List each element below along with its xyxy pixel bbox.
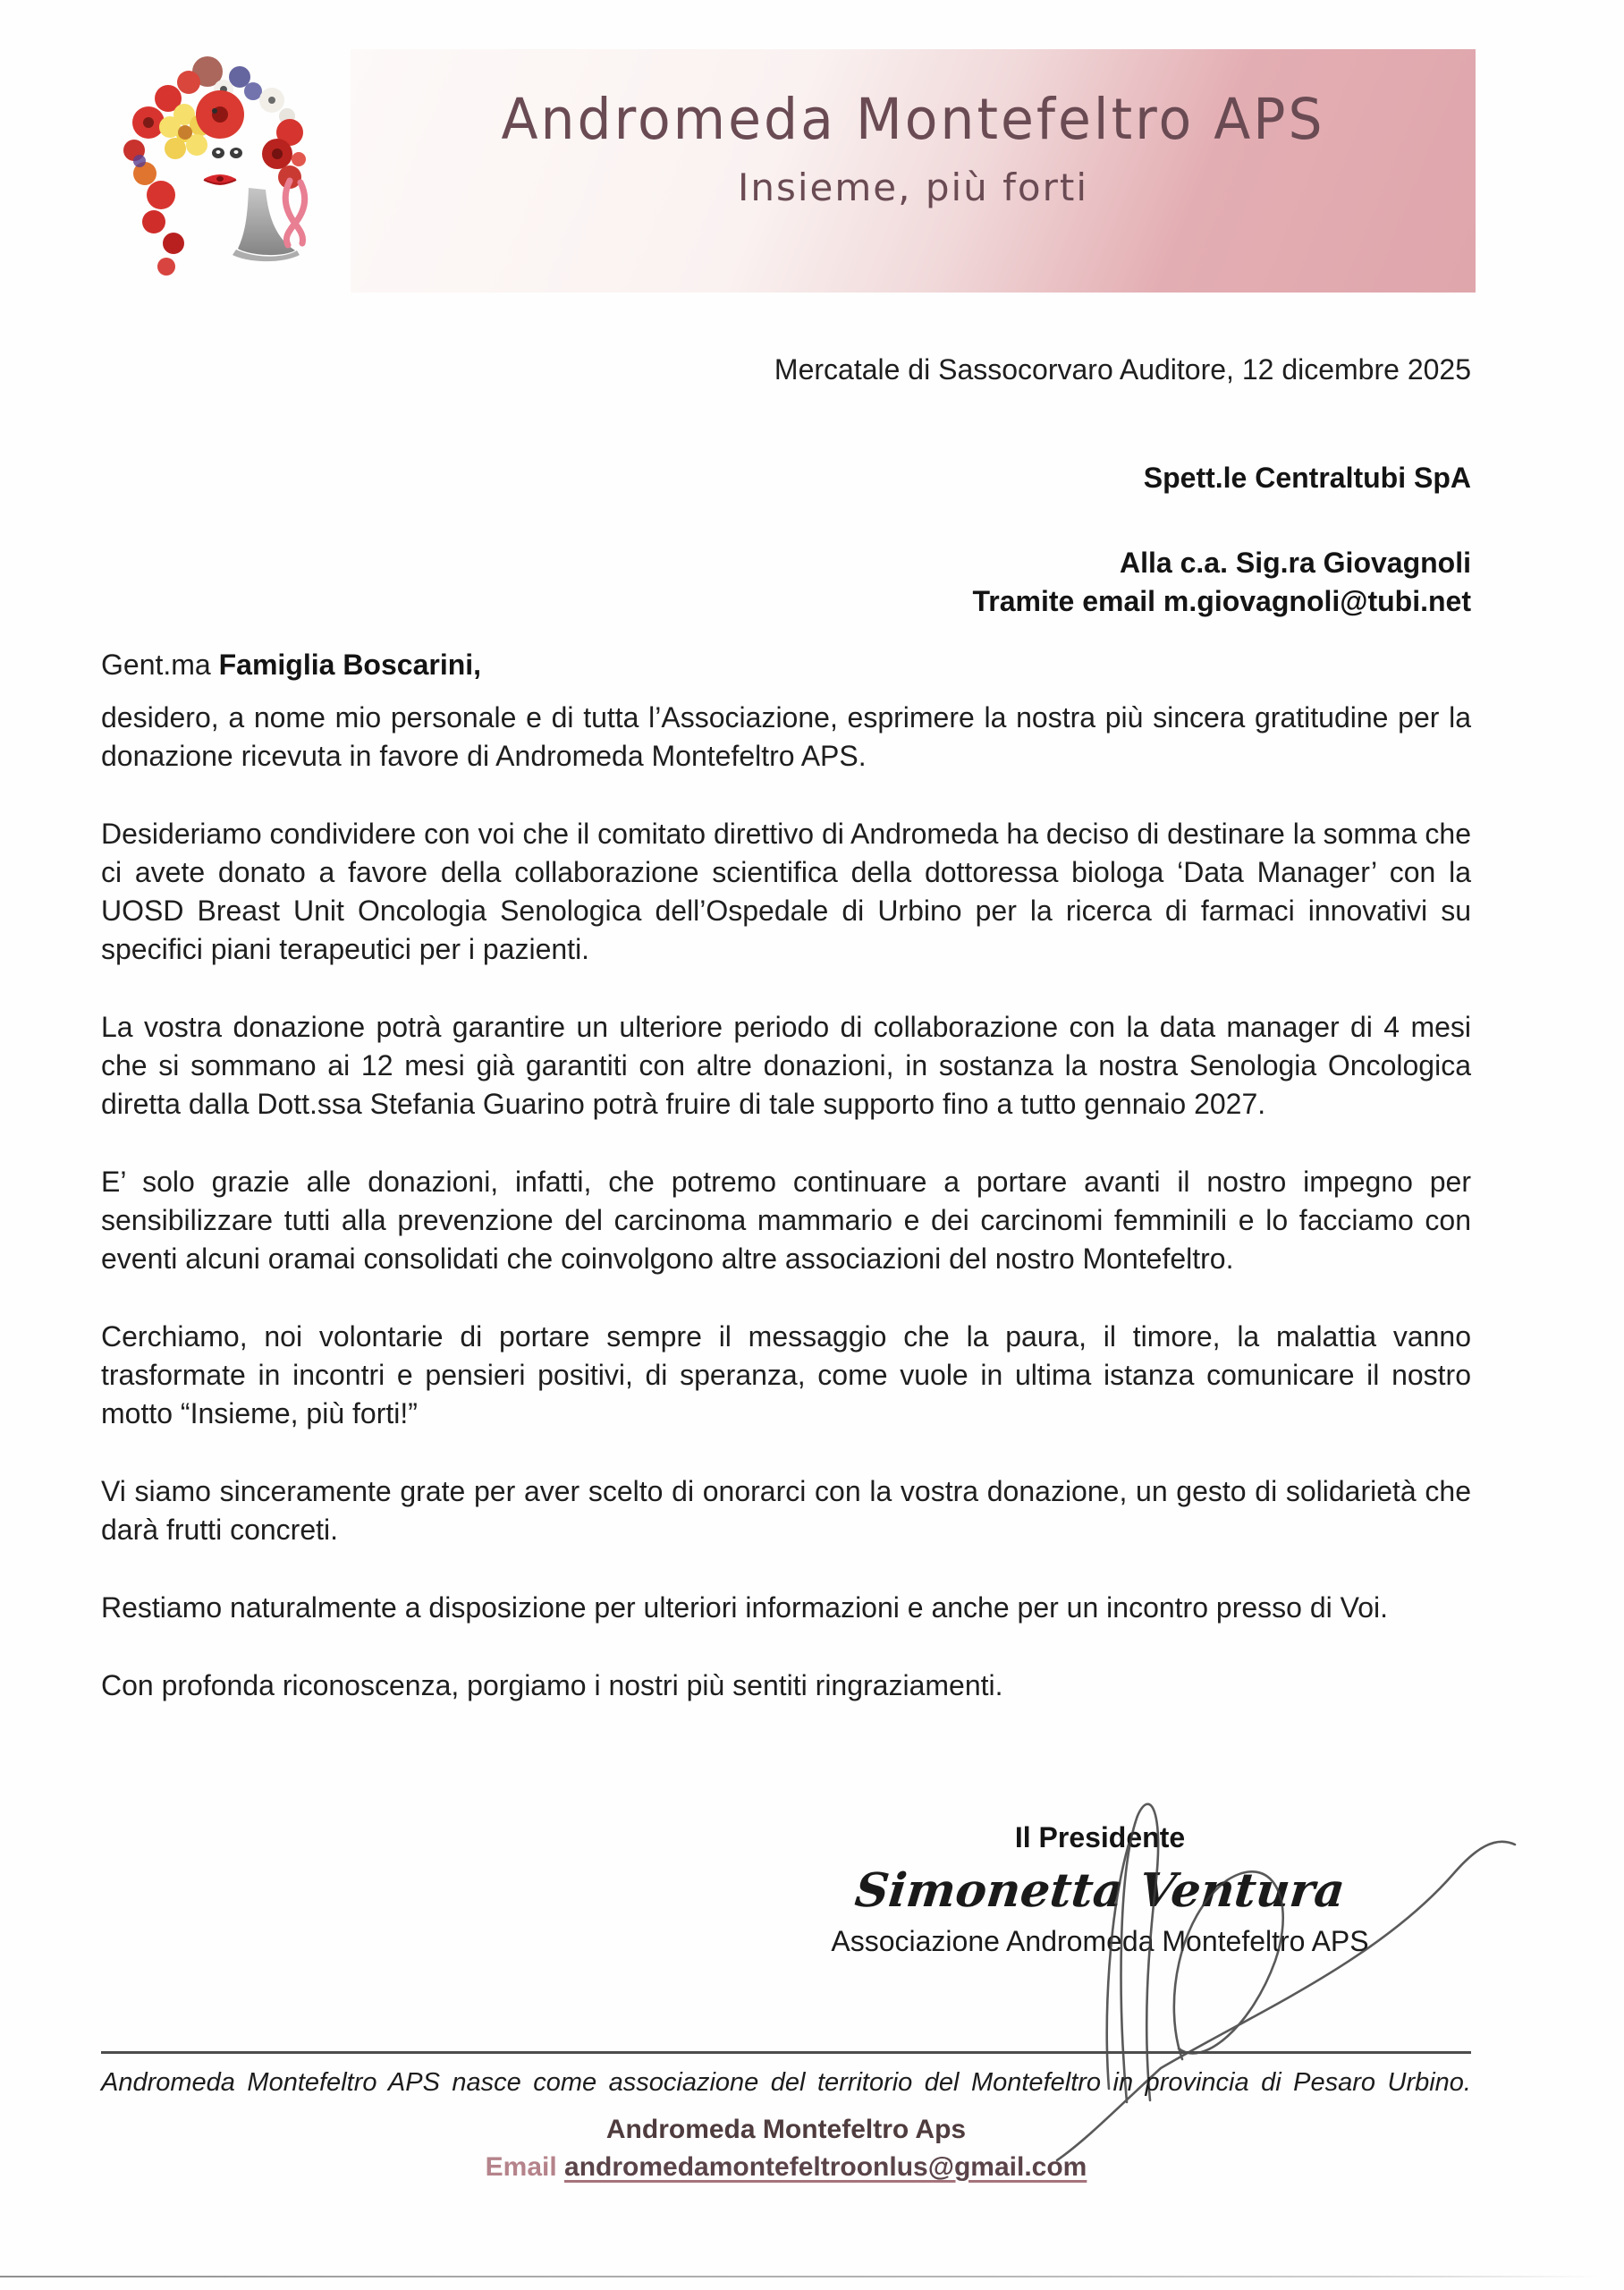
salutation-name: Famiglia Boscarini, [218,649,482,681]
paragraph-duration: La vostra donazione potrà garantire un ulteriore periodo di collaborazione con la data manager di 4 mesi che si sommano ai 12 mesi già garantiti con altre donazioni, in sostanza la nostra Senologia Oncologica diretta dalla Dott.ssa Stefania Guarino potrà fruire di tale supporto fino a tutto gennaio 2027. [101,1011,1471,1120]
salutation-prefix: Gent.ma [101,649,219,681]
email-label: Email [485,2152,565,2182]
paragraph-prevention: E’ solo grazie alle donazioni, infatti, che potremo continuare a portare avanti il nostro impegno per sensibilizzare tutti alla prevenzione del carcinoma mammario e dei carcinomi femminili e lo facciamo con eventi alcuni oramai consolidati che coinvolgono altre associazioni del nostro Montefeltro. [101,1166,1471,1275]
recipient-company: Spett.le Centraltubi SpA [1143,462,1471,494]
paragraph-gratitude: desidero, a nome mio personale e di tutta l’Associazione, esprimere la nostra più sincera gratitudine per la donazione ricevuta in favore di Andromeda Montefeltro APS. [101,701,1471,772]
salutation [101,646,1471,684]
recipient-attention: Alla c.a. Sig.ra Giovagnoli [1120,547,1471,579]
flower-woman-logo-graphic [114,47,349,315]
signature-printed-name: Simonetta Ventura [852,1863,1348,1918]
footer-email-line [101,2152,1471,2183]
paragraph-motto: Cerchiamo, noi volontarie di portare sempre il messaggio che la paura, il timore, la malattia vanno trasformate in incontri e pensieri positivi, di speranza, come vuole in ultima istanza comunicare il nostro motto “Insieme, più forti!” [101,1320,1471,1429]
org-tagline: Insieme, più forti [737,165,1089,209]
header-banner [351,49,1476,293]
paragraph-closing-thanks: Con profonda riconoscenza, porgiamo i nostri più sentiti ringraziamenti. [101,1669,1003,1701]
dateline: Mercatale di Sassocorvaro Auditore, 12 dicembre 2025 [774,353,1471,386]
footer-org-name: Andromeda Montefeltro Aps [605,2115,967,2144]
closing-role: Il Presidente [1014,1821,1186,1853]
org-name: Andromeda Montefeltro APS [501,86,1325,154]
footer-divider [101,2051,1471,2054]
flower-woman-logo [114,47,349,315]
closing-org: Associazione Andromeda Montefeltro APS [831,1925,1369,1957]
letter-body [101,351,1471,1744]
scan-edge-line [0,2276,1601,2277]
footer-about: Andromeda Montefeltro APS nasce come associazione del territorio del Montefeltro in provincia di Pesaro Urbino. [101,2068,1471,2097]
paragraph-availability: Restiamo naturalmente a disposizione per ulteriori informazioni e anche per un incontro presso di Voi. [101,1591,1388,1624]
recipient-via-email: Tramite email m.giovagnoli@tubi.net [972,585,1471,617]
email-link[interactable]: andromedamontefeltroonlus@gmail.com [564,2152,1087,2182]
paragraph-thanks: Vi siamo sinceramente grate per aver scelto di onorarci con la vostra donazione, un gesto di solidarietà che darà frutti concreti. [101,1475,1471,1546]
footer [101,2051,1471,2183]
paragraph-destination: Desideriamo condividere con voi che il comitato direttivo di Andromeda ha deciso di destinare la somma che ci avete donato a favore della collaborazione scientifica della dottoressa biologa ‘Data Manager’ con la UOSD Breast Unit Oncologia Senologica dell’Ospedale di Urbino per la ricerca di farmaci innovativi su specifici piani terapeutici per i pazienti. [101,818,1471,965]
